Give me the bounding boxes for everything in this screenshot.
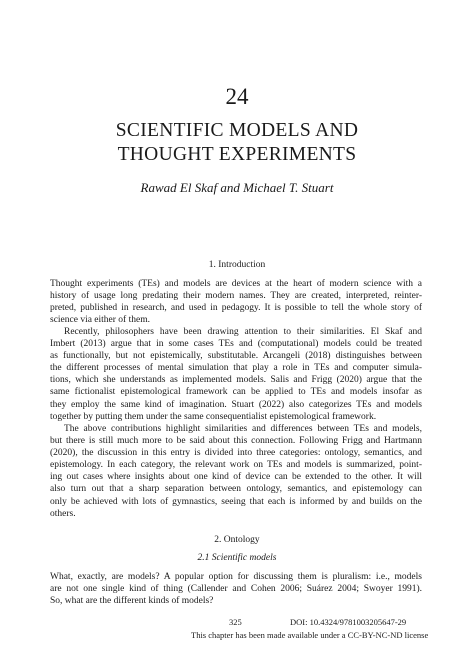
license-notice: This chapter has been made available under a CC-BY-NC-ND license bbox=[191, 630, 429, 640]
text-line: they employ the same kind of imagination. Stuart (2022) also categorizes TEs and models bbox=[50, 399, 422, 410]
paragraph-4 bbox=[50, 571, 422, 607]
text-line: ing out cases where insights about one kind of device can be extended to the other. It will bbox=[50, 472, 422, 483]
chapter-number: 24 bbox=[225, 84, 249, 109]
text-line: science via either of them. bbox=[50, 315, 150, 326]
text-line: tions, which she understands as implemented models. Salis and Frigg (2020) argue that the bbox=[50, 375, 422, 386]
text-line: also turn out that a sharp separation between ontology, semantics, and epistemology can bbox=[50, 484, 422, 495]
text-line: are not one single kind of thing (Callender and Cohen 2006; Suárez 2004; Swoyer 1991). bbox=[50, 584, 422, 595]
section-heading-introduction: 1. Introduction bbox=[208, 260, 266, 270]
paragraph-3 bbox=[50, 423, 422, 520]
chapter-title-line-2: THOUGHT EXPERIMENTS bbox=[117, 144, 357, 165]
paragraph-2 bbox=[50, 326, 422, 423]
text-line: epistemology. In each category, the relevant work on TEs and models is summarized, point- bbox=[50, 460, 422, 471]
page-number: 325 bbox=[229, 617, 242, 627]
text-line: others. bbox=[50, 508, 76, 519]
text-line: together by putting them under the same consequentialist epistemological framework. bbox=[50, 411, 377, 422]
text-line: as functionally, but not epistemically, substitutable. Arcangeli (2018) distinguishes between bbox=[50, 351, 422, 362]
text-line: history of usage long predating their modern names. They are created, interpreted, reinter- bbox=[50, 291, 422, 302]
doi: DOI: 10.4324/9781003205647-29 bbox=[290, 617, 407, 627]
section-heading-ontology: 2. Ontology bbox=[214, 535, 260, 545]
paragraph-1 bbox=[50, 278, 422, 326]
text-line: only be achieved with lots of gymnastics, seeing that each is informed by and builds on the bbox=[50, 496, 422, 507]
text-line: the different processes of mental simulation that play a role in TEs and computer simula- bbox=[50, 363, 422, 374]
text-line: Imbert (2013) argue that in some cases TEs and (computational) models could be treated bbox=[50, 339, 422, 350]
chapter-authors: Rawad El Skaf and Michael T. Stuart bbox=[140, 180, 334, 195]
text-line: Recently, philosophers have been drawing attention to their similarities. El Skaf and bbox=[64, 327, 422, 337]
text-line: same fictionalist epistemological framework can be applied to TEs and models insofar as bbox=[50, 387, 422, 398]
subsection-heading-scientific-models: 2.1 Scientific models bbox=[197, 553, 277, 563]
text-line: So, what are the different kinds of models? bbox=[50, 596, 214, 607]
text-line: The above contributions highlight similarities and differences between TEs and models, bbox=[64, 424, 422, 434]
text-line: Thought experiments (TEs) and models are devices at the heart of modern science with a bbox=[50, 279, 422, 289]
text-line: (2020), the discussion in this entry is divided into three categories: ontology, semantics, and bbox=[50, 448, 422, 459]
chapter-title-line-1: SCIENTIFIC MODELS AND bbox=[115, 120, 359, 141]
text-line: but there is still much more to be said about this connection. Following Frigg and Hartmann bbox=[50, 436, 422, 447]
text-line: What, exactly, are models? A popular option for discussing them is pluralism: i.e., models bbox=[50, 572, 422, 582]
text-line: preted, published in research, and used in pedagogy. It is possible to tell the whole story of bbox=[50, 303, 422, 314]
chapter-title bbox=[0, 119, 474, 167]
